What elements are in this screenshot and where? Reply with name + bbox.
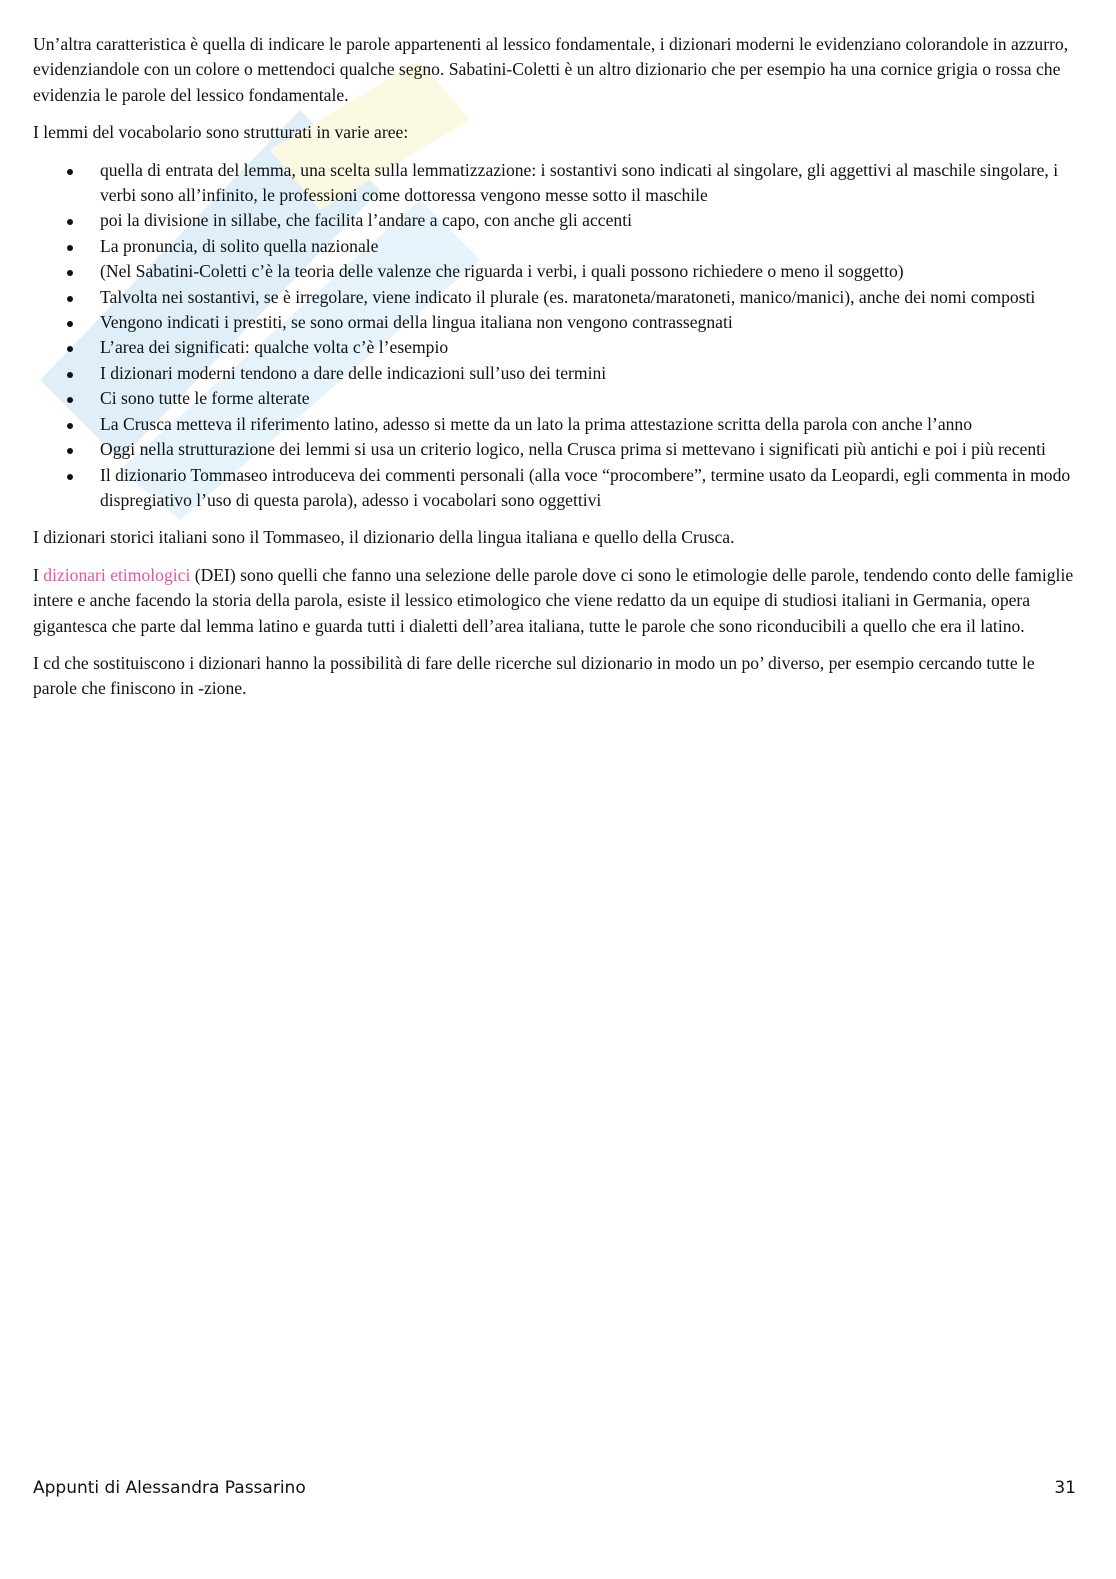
bullet-dot-icon bbox=[67, 474, 73, 480]
bullet-dot-icon bbox=[67, 423, 73, 429]
bullet-dot-icon bbox=[67, 169, 73, 175]
list-item bbox=[33, 386, 1078, 411]
etimologici-prefix: I bbox=[33, 564, 44, 585]
list-item bbox=[33, 437, 1078, 462]
list-item bbox=[33, 310, 1078, 335]
list-item bbox=[33, 285, 1078, 310]
list-item bbox=[33, 259, 1078, 284]
list-item-text: L’area dei significati: qualche volta c’è l’esempio bbox=[100, 337, 449, 358]
list-item-text: Ci sono tutte le forme alterate bbox=[100, 388, 310, 409]
list-item-text: I dizionari moderni tendono a dare delle indicazioni sull’uso dei termini bbox=[100, 362, 607, 383]
list-item-text: Il dizionario Tommaseo introduceva dei commenti personali (alla voce “procombere”, termine usato da Leopardi, egli commenta in modo dispregiativo l’uso di questa parola), adesso i vocabolari sono oggettivi bbox=[100, 464, 1071, 510]
lemmi-areas-list bbox=[33, 158, 1078, 514]
list-item-text: quella di entrata del lemma, una scelta sulla lemmatizzazione: i sostantivi sono indicati al singolare, gli aggettivi al maschile singolare, i verbi sono all’infinito, le professioni come dottoressa vengono messe sotto il maschile bbox=[100, 159, 1059, 206]
bullet-dot-icon bbox=[67, 372, 73, 378]
bullet-dot-icon bbox=[67, 397, 73, 403]
list-item bbox=[33, 412, 1078, 437]
list-item-text: (Nel Sabatini-Coletti c’è la teoria delle valenze che riguarda i verbi, i quali possono richiedere o meno il soggetto) bbox=[100, 261, 904, 282]
list-item bbox=[33, 208, 1078, 233]
list-item bbox=[33, 463, 1078, 514]
list-item-text: Talvolta nei sostantivi, se è irregolare, viene indicato il plurale (es. maratoneta/maratoneti, manico/manici), anche dei nomi composti bbox=[100, 286, 1036, 307]
page-content bbox=[33, 32, 1078, 714]
list-item-text: Oggi nella strutturazione dei lemmi si usa un criterio logico, nella Crusca prima si mettevano i significati più antichi e poi i più recenti bbox=[100, 439, 1046, 460]
list-item-text: poi la divisione in sillabe, che facilita l’andare a capo, con anche gli accenti bbox=[100, 210, 632, 231]
list-item-text: Vengono indicati i prestiti, se sono ormai della lingua italiana non vengono contrassegnati bbox=[100, 312, 733, 333]
paragraph-dizionari-etimologici bbox=[33, 563, 1078, 639]
paragraph-cd-dizionari: I cd che sostituiscono i dizionari hanno la possibilità di fare delle ricerche sul dizionario in modo un po’ diverso, per esempio cercando tutte le parole che finiscono in -zione. bbox=[33, 652, 1035, 699]
list-item-text: La Crusca metteva il riferimento latino, adesso si mette da un lato la prima attestazione scritta della parola con anche l’anno bbox=[100, 413, 973, 434]
bullet-dot-icon bbox=[67, 219, 73, 225]
list-item bbox=[33, 361, 1078, 386]
paragraph-lessico-fondamentale: Un’altra caratteristica è quella di indicare le parole appartenenti al lessico fondamentale, i dizionari moderni le evidenziano colorandole in azzurro, evidenziandole con un colore o mettendoci qualche segno. Sabatini-Coletti è un altro dizionario che per esempio ha una cornice grigia o rossa che evidenzia le parole del lessico fondamentale. bbox=[33, 34, 1069, 105]
etimologici-rest: (DEI) sono quelli che fanno una selezione delle parole dove ci sono le etimologie delle parole, tendendo conto delle famiglie intere e anche facendo la storia della parola, esiste il lessico etimologico che viene redatto da un equipe di studiosi italiani in Germania, opera gigantesca che parte dal lemma latino e guarda tutti i dialetti dell’area italiana, tutte le parole che sono riconducibili a quello che era il latino. bbox=[33, 564, 1074, 636]
bullet-dot-icon bbox=[67, 321, 73, 327]
bullet-dot-icon bbox=[67, 245, 73, 251]
list-item bbox=[33, 335, 1078, 360]
list-item bbox=[33, 234, 1078, 259]
bullet-dot-icon bbox=[67, 270, 73, 276]
page-number: 31 bbox=[1054, 1478, 1076, 1498]
footer-author: Appunti di Alessandra Passarino bbox=[33, 1478, 306, 1498]
etimologici-highlight: dizionari etimologici bbox=[43, 564, 191, 585]
bullet-dot-icon bbox=[67, 448, 73, 454]
bullet-dot-icon bbox=[67, 296, 73, 302]
list-item-text: La pronuncia, di solito quella nazionale bbox=[100, 235, 379, 256]
list-item bbox=[33, 158, 1078, 209]
paragraph-lemmi-intro: I lemmi del vocabolario sono strutturati in varie aree: bbox=[33, 122, 409, 143]
paragraph-dizionari-storici: I dizionari storici italiani sono il Tommaseo, il dizionario della lingua italiana e quello della Crusca. bbox=[33, 527, 735, 548]
bullet-dot-icon bbox=[67, 346, 73, 352]
